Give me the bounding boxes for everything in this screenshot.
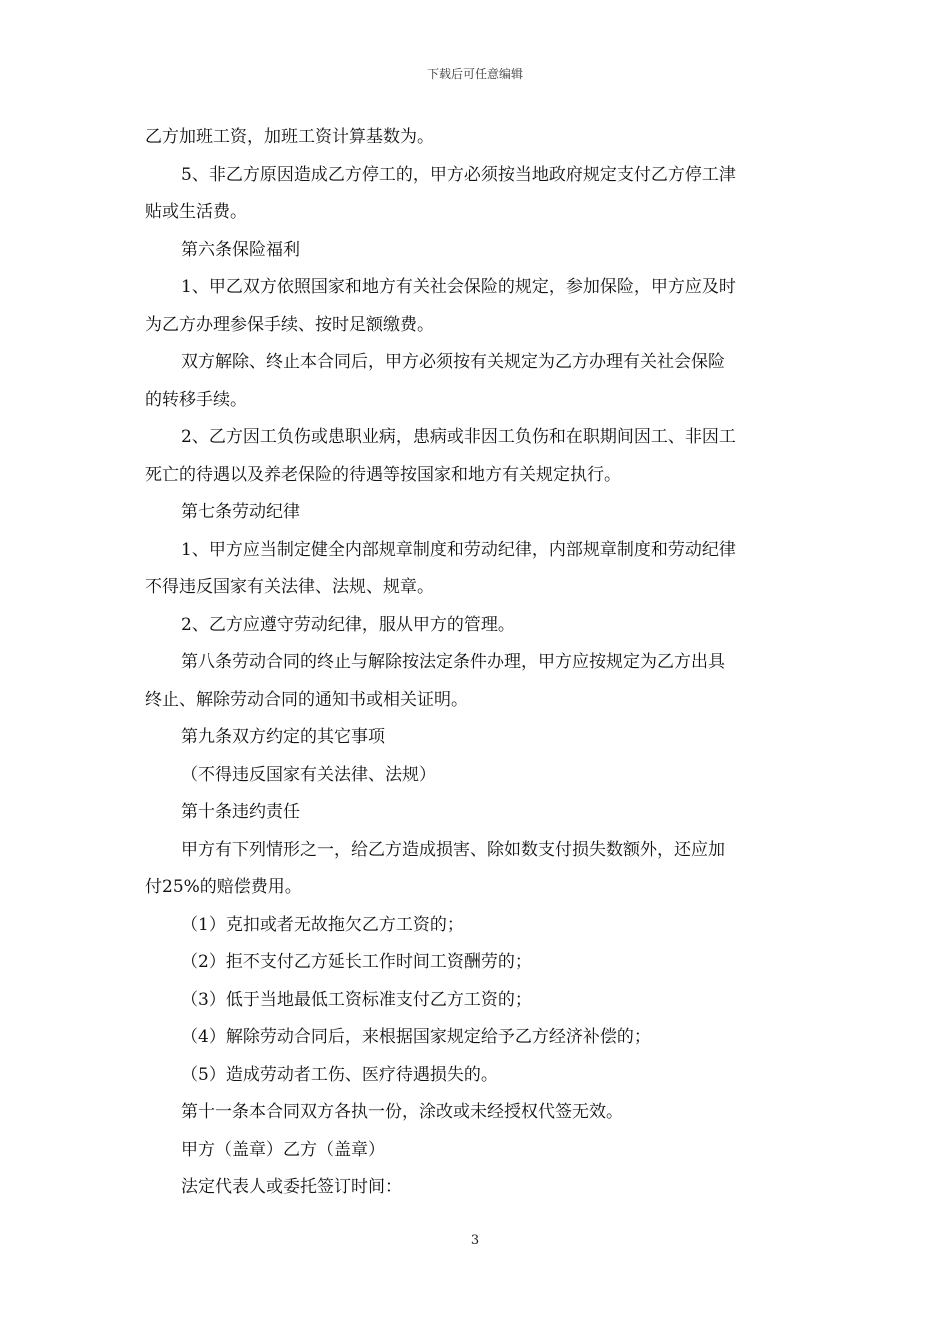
- section-heading: 第八条劳动合同的终止与解除按法定条件办理，甲方应按规定为乙方出具: [181, 652, 725, 672]
- text-line: 死亡的待遇以及养老保险的待遇等按国家和地方有关规定执行。: [145, 464, 621, 485]
- signature-line: 法定代表人或委托签订时间：: [181, 1177, 402, 1197]
- section-heading: 第十一条本合同双方各执一份，涂改或未经授权代签无效。: [181, 1102, 623, 1122]
- text-line: 终止、解除劳动合同的通知书或相关证明。: [145, 689, 468, 710]
- text-line: 为乙方办理参保手续、按时足额缴费。: [145, 314, 434, 335]
- signature-line: 甲方（盖章）乙方（盖章）: [181, 1139, 385, 1160]
- text-line: 贴或生活费。: [145, 202, 247, 222]
- text-line: 不得违反国家有关法律、法规、规章。: [145, 577, 434, 597]
- page-header: 下载后可任意编辑: [426, 67, 523, 81]
- text-line: 2、乙方应遵守劳动纪律，服从甲方的管理。: [181, 614, 515, 635]
- text-line: 2、乙方因工负伤或患职业病，患病或非因工负伤和在职期间因工、非因工: [181, 427, 736, 447]
- list-item: （1）克扣或者无故拖欠乙方工资的；: [181, 914, 464, 935]
- section-heading: 第九条双方约定的其它事项: [181, 727, 385, 747]
- text-line: 1、甲方应当制定健全内部规章制度和劳动纪律，内部规章制度和劳动纪律: [181, 539, 736, 560]
- text-line: 甲方有下列情形之一，给乙方造成损害、除如数支付损失数额外，还应加: [181, 839, 725, 860]
- document-body: [145, 119, 807, 1207]
- section-heading: 第六条保险福利: [181, 239, 300, 260]
- section-heading: 第十条违约责任: [181, 802, 300, 822]
- text-line: 5、非乙方原因造成乙方停工的，甲方必须按当地政府规定支付乙方停工津: [181, 164, 736, 185]
- list-item: （5）造成劳动者工伤、医疗待遇损失的。: [181, 1064, 498, 1085]
- text-line: 付25%的赔偿费用。: [145, 877, 302, 897]
- text-line: （不得违反国家有关法律、法规）: [181, 764, 436, 785]
- page-number: 3: [470, 1233, 480, 1248]
- text-line: 1、甲乙双方依照国家和地方有关社会保险的规定，参加保险，甲方应及时: [181, 277, 736, 297]
- list-item: （4）解除劳动合同后，来根据国家规定给予乙方经济补偿的；: [181, 1027, 651, 1047]
- text-line: 的转移手续。: [145, 389, 247, 410]
- section-heading: 第七条劳动纪律: [181, 502, 300, 522]
- list-item: （3）低于当地最低工资标准支付乙方工资的；: [181, 989, 532, 1010]
- text-line: 乙方加班工资，加班工资计算基数为。: [145, 127, 434, 147]
- text-line: 双方解除、终止本合同后，甲方必须按有关规定为乙方办理有关社会保险: [181, 352, 725, 372]
- list-item: （2）拒不支付乙方延长工作时间工资酬劳的；: [181, 952, 532, 972]
